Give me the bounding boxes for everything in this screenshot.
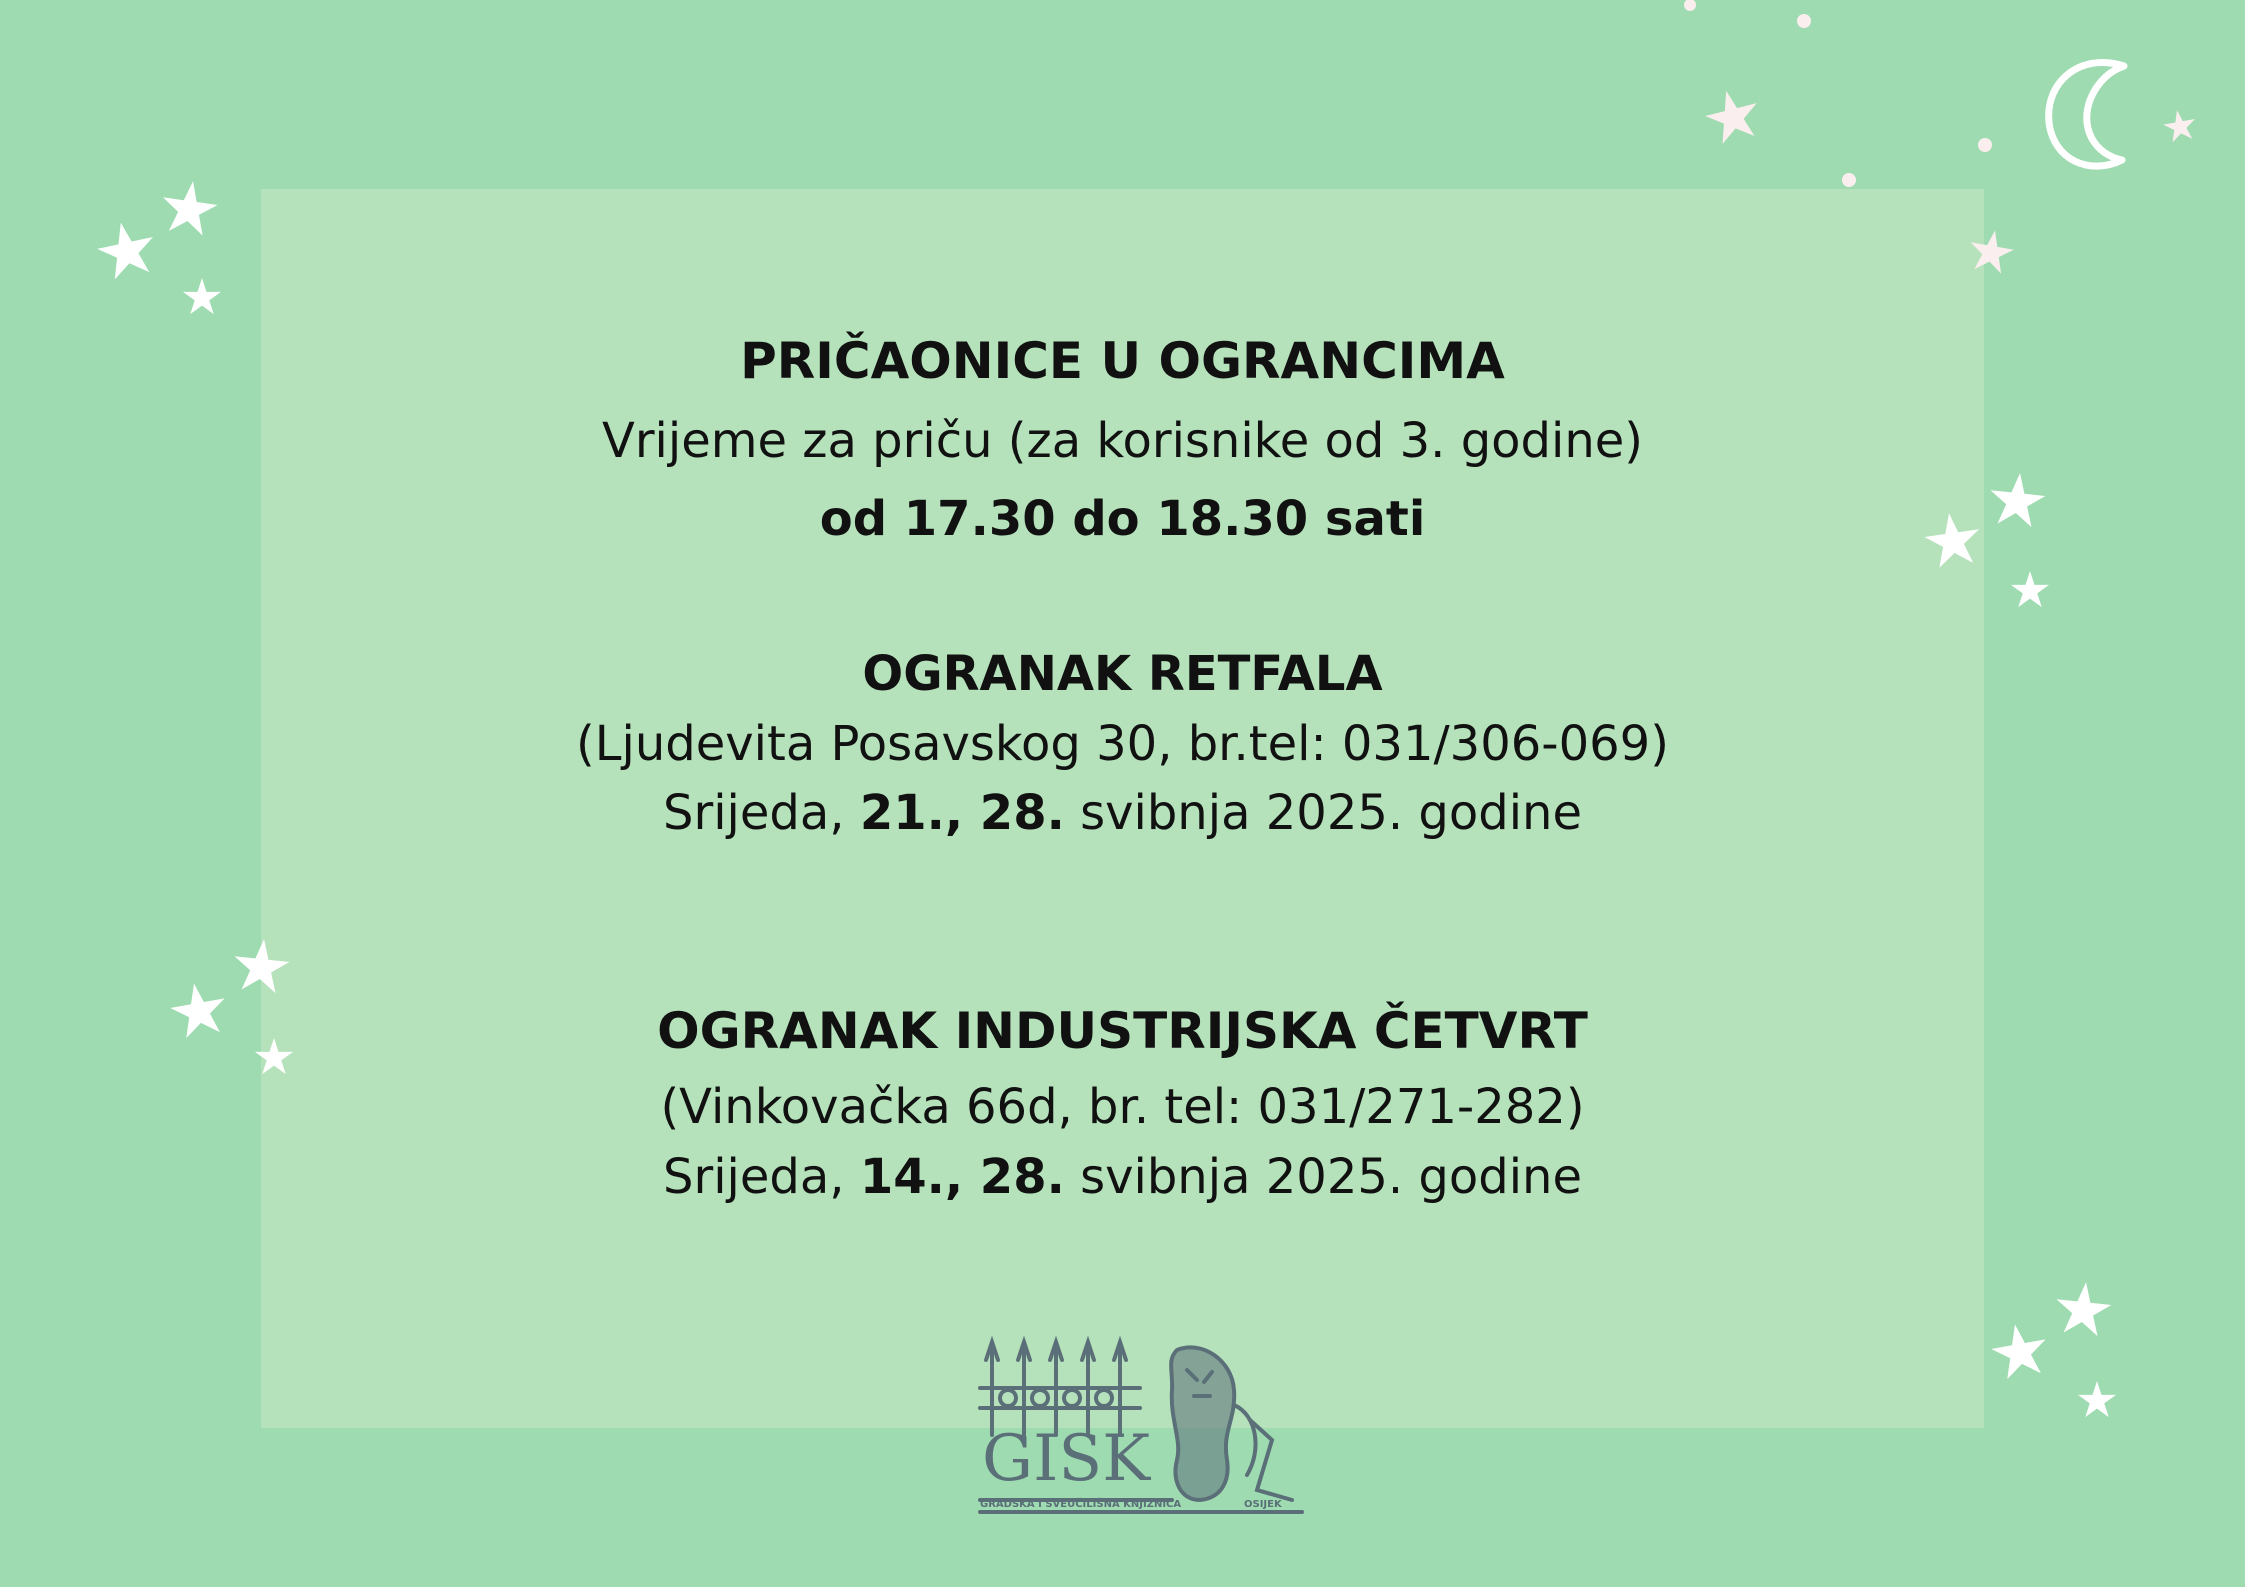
dot-icon [1978,138,1992,152]
star-icon [2078,1381,2116,1417]
logo-wordmark: GISK [982,1422,1151,1496]
star-icon [231,936,291,994]
star-icon [1922,509,1984,569]
star-icon [1966,227,2016,276]
branch-retfala-name: OGRANAK RETFALA [862,646,1383,702]
figure-icon [1171,1347,1234,1500]
star-icon [2053,1279,2113,1337]
branch-industrijska-address: (Vinkovačka 66d, br. tel: 031/271-282) [660,1079,1585,1135]
star-icon [1988,1320,2051,1381]
star-icon [1700,84,1764,146]
dot-icon [1797,14,1811,28]
star-icon [183,278,221,314]
logo-city: OSIJEK [1244,1499,1282,1510]
page-title: PRIČAONICE U OGRANCIMA [740,332,1505,390]
dot-icon [1842,173,1856,187]
gisk-logo [972,1330,1312,1530]
dot-icon [1684,0,1696,11]
branch-industrijska-dates: Srijeda, 14., 28. svibnja 2025. godine [663,1149,1582,1205]
star-icon [1987,470,2047,528]
event-time: od 17.30 do 18.30 sati [819,491,1426,547]
star-icon [255,1038,293,1074]
event-subtitle: Vrijeme za priču (za korisnike od 3. godine) [601,413,1644,469]
star-icon [167,979,230,1040]
star-icon [2011,571,2049,607]
branch-retfala-address: (Ljudevita Posavskog 30, br.tel: 031/306-069) [576,716,1669,772]
star-icon [93,217,160,282]
star-icon [158,177,220,237]
moon-icon [2049,63,2124,167]
star-icon [2161,107,2198,143]
branch-industrijska-name: OGRANAK INDUSTRIJSKA ČETVRT [657,1002,1588,1060]
logo-tagline: GRADSKA I SVEUČILIŠNA KNJIŽNICA [980,1499,1182,1510]
branch-retfala-dates: Srijeda, 21., 28. svibnja 2025. godine [663,785,1582,841]
